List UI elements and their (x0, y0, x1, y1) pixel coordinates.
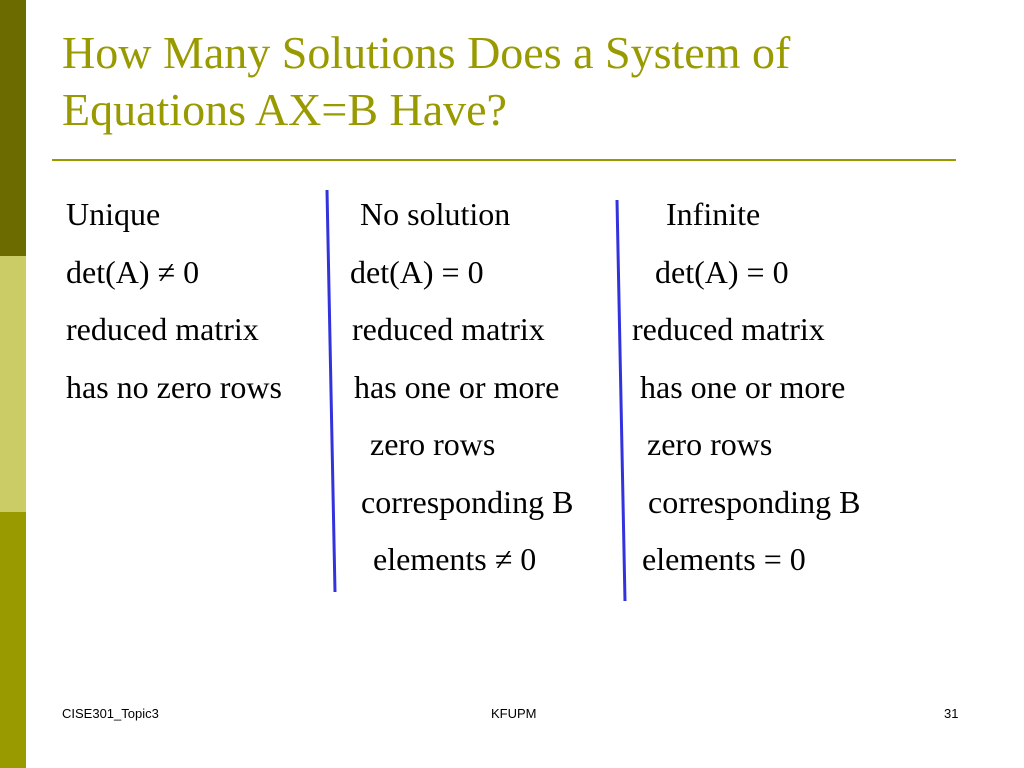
slide-title (62, 24, 962, 138)
title-line-2: Equations AX=B Have? (62, 84, 507, 135)
unique-heading: Unique (66, 196, 161, 232)
unique-det: det(A) ≠ 0 (66, 254, 200, 290)
no-solution-line-4: corresponding B (361, 484, 574, 520)
no-solution-line-2: has one or more (354, 369, 560, 405)
title-line-1: How Many Solutions Does a System of (62, 27, 791, 78)
no-solution-heading: No solution (360, 196, 511, 232)
no-solution-line-1: reduced matrix (352, 311, 545, 347)
divider-line-2 (617, 200, 625, 601)
side-bar-middle (0, 256, 26, 512)
infinite-line-1: reduced matrix (632, 311, 825, 347)
title-underline (52, 159, 956, 161)
no-solution-line-5: elements ≠ 0 (373, 541, 537, 577)
footer-course: CISE301_Topic3 (62, 706, 159, 721)
infinite-line-4: corresponding B (648, 484, 861, 520)
infinite-heading: Infinite (666, 196, 761, 232)
unique-line-1: reduced matrix (66, 311, 259, 347)
side-bar-top (0, 0, 26, 256)
divider-line-1 (327, 190, 335, 592)
side-bar-bottom (0, 512, 26, 768)
footer-page-number: 31 (944, 706, 959, 721)
infinite-det: det(A) = 0 (655, 254, 789, 290)
footer-institution: KFUPM (491, 706, 537, 721)
unique-line-2: has no zero rows (66, 369, 282, 405)
infinite-line-3: zero rows (647, 426, 773, 462)
no-solution-det: det(A) = 0 (350, 254, 484, 290)
infinite-line-2: has one or more (640, 369, 846, 405)
infinite-line-5: elements = 0 (642, 541, 806, 577)
no-solution-line-3: zero rows (370, 426, 496, 462)
